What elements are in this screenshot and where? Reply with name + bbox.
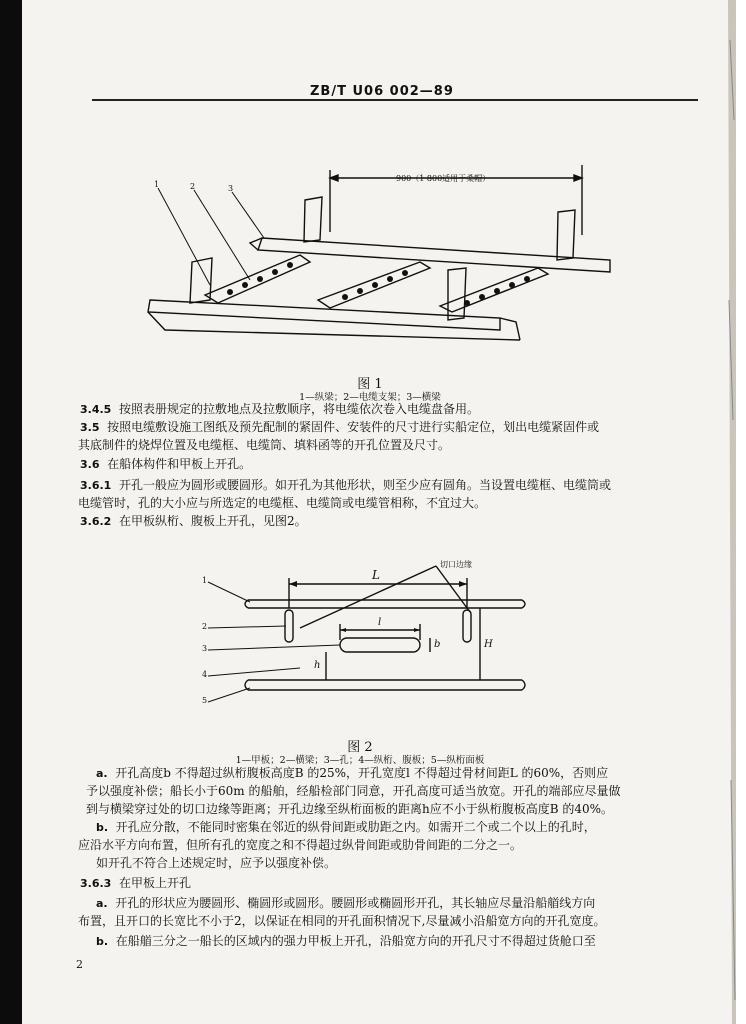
section-number: 3.5 xyxy=(80,421,100,434)
item-a xyxy=(96,764,608,783)
figure-2-legend: 1—甲板；2—横梁；3—孔；4—纵桁、腹板；5—纵桁面板 xyxy=(235,755,485,766)
figure-2-title: 图 2 xyxy=(347,740,373,755)
section-number: 3.6.2 xyxy=(80,515,112,528)
standard-code: ZB/T U06 002—89 xyxy=(310,84,454,99)
section-text: 在船体构件和甲板上开孔。 xyxy=(107,457,252,471)
figure-1-title: 图 1 xyxy=(357,377,383,392)
page-number: 2 xyxy=(76,958,83,971)
item-label: a. xyxy=(96,767,108,780)
figure-2-dim-L: L xyxy=(372,568,380,582)
section-3-6-3 xyxy=(80,874,191,893)
section-3-6-3-a xyxy=(96,894,595,913)
item-text: 开孔高度b 不得超过纵桁腹板高度B 的25%，开孔宽度l 不得超过骨材间距L 的60%，否则应 xyxy=(115,766,609,780)
section-number: 3.6.3 xyxy=(80,877,112,890)
figure-2-dim-b: b xyxy=(434,639,441,650)
item-text: 在船艏三分之一船长的区域内的强力甲板上开孔，沿船宽方向的开孔尺寸不得超过货舱口至 xyxy=(115,934,596,948)
figure-2-callout-2: 2 xyxy=(202,622,208,631)
figure-1-legend: 1—纵梁；2—电缆支架；3—横梁 xyxy=(299,392,441,403)
item-text: 开孔的形状应为腰圆形、椭圆形或圆形。腰圆形或椭圆形开孔，其长轴应尽量沿船艏线方向 xyxy=(115,896,596,910)
item-a-cont-2: 到与横梁穿过处的切口边缘等距离；开孔边缘至纵桁面板的距离h应不小于纵桁腹板高度B 的40%。 xyxy=(86,802,614,816)
item-label: a. xyxy=(96,897,108,910)
figure-2-callout-4: 4 xyxy=(202,670,208,679)
figure-1-callout-2: 2 xyxy=(190,182,196,191)
item-label: b. xyxy=(96,821,109,834)
figure-2-dim-h: h xyxy=(314,660,321,671)
figure-2-callout-5: 5 xyxy=(202,696,208,705)
section-number: 3.6.1 xyxy=(80,479,112,492)
section-text: 开孔一般应为圆形或腰圆形。如开孔为其他形状，则至少应有圆角。当设置电缆框、电缆筒或 xyxy=(118,478,611,492)
section-number: 3.6 xyxy=(80,458,100,471)
section-text: 按照表册规定的拉敷地点及拉敷顺序，将电缆依次卷入电缆盘备用。 xyxy=(118,402,479,416)
item-label: b. xyxy=(96,935,109,948)
section-3-6-3-b xyxy=(96,932,596,951)
figure-2-dim-l: l xyxy=(378,617,382,628)
figure-1-callout-3: 3 xyxy=(228,184,234,193)
figure-1-dimension: 900（1 800适用于桑帽） xyxy=(396,174,491,183)
figure-2-dim-H: H xyxy=(484,639,493,650)
item-b-cont-1: 应沿水平方向布置，但所有孔的宽度之和不得超过纵骨间距或肋骨间距的二分之一。 xyxy=(78,838,523,852)
item-a-cont-1: 予以强度补偿；船长小于60m 的船舶，经船检部门同意，开孔高度可适当放宽。开孔的端部应尽量做 xyxy=(86,784,621,798)
section-text: 在甲板上开孔 xyxy=(118,876,191,890)
section-3-6-3-a-cont: 布置，且开口的长宽比不小于2，以保证在相同的开孔面积情况下,尽量减小沿船宽方向的开孔宽度。 xyxy=(78,914,606,928)
section-text: 按照电缆敷设施工图纸及预先配制的紧固件、安装件的尺寸进行实船定位，划出电缆紧固件或 xyxy=(107,420,600,434)
section-3-6-1-cont: 电缆管时，孔的大小应与所选定的电缆框、电缆筒或电缆管相称，不宜过大。 xyxy=(78,496,487,510)
figure-2-cut-edge-label: 切口边缘 xyxy=(440,560,472,569)
item-b xyxy=(96,818,596,837)
figure-2-callout-3: 3 xyxy=(202,644,208,653)
figure-1-callout-1: 1 xyxy=(154,180,160,189)
section-number: 3.4.5 xyxy=(80,403,112,416)
section-text: 在甲板纵桁、腹板上开孔，见图2。 xyxy=(118,514,307,528)
section-3-5-cont: 其底制件的烧焊位置及电缆框、电缆筒、填料函等的开孔位置及尺寸。 xyxy=(78,438,451,452)
item-b-cont-2: 如开孔不符合上述规定时，应予以强度补偿。 xyxy=(96,856,337,870)
item-text: 开孔应分散，不能同时密集在邻近的纵骨间距或肋距之内。如需开二个或二个以上的孔时， xyxy=(115,820,596,834)
figure-2-callout-1: 1 xyxy=(202,576,208,585)
